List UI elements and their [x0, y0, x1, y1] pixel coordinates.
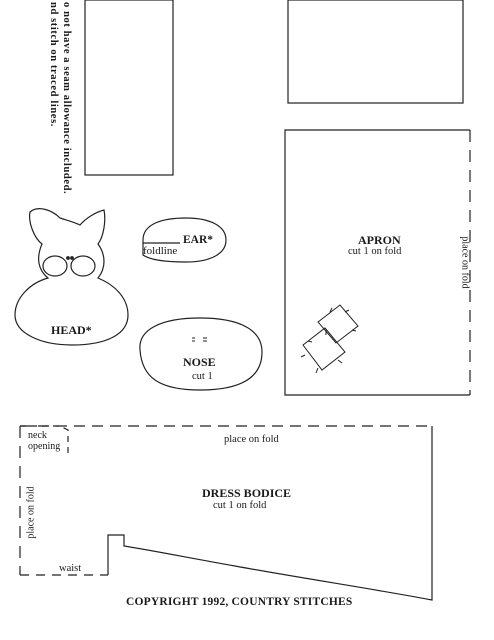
bodice-neck-label-line1: neck	[28, 430, 47, 441]
nose-nostril-marks	[192, 338, 207, 341]
nose-cut-label: cut 1	[192, 371, 213, 382]
top-right-piece-outline	[288, 0, 463, 103]
apron-cut-label: cut 1 on fold	[348, 246, 402, 257]
instructions-line-2: nd stitch on traced lines.	[48, 2, 59, 127]
apron-fold-label: place on fold	[459, 236, 471, 289]
bodice-fold-side-label: place on fold	[25, 486, 37, 539]
head-dot-left	[67, 257, 70, 260]
nose-label: NOSE	[183, 355, 216, 369]
head-label: HEAD*	[51, 323, 92, 337]
head-eye-right	[71, 256, 95, 276]
top-left-piece-outline	[85, 0, 173, 175]
apron-outline	[285, 130, 470, 395]
bodice-neck-label-line2: opening	[28, 441, 61, 452]
apron-label: APRON	[358, 233, 401, 247]
instructions-line-1: o not have a seam allowance included.	[61, 2, 72, 195]
bodice-fold-top-label: place on fold	[224, 434, 279, 445]
ear-label: EAR*	[183, 234, 214, 246]
head-eye-left	[43, 256, 67, 276]
instructions-note	[33, 2, 73, 202]
ear-foldline-label: foldline	[143, 245, 178, 257]
bodice-waist-label: waist	[59, 563, 82, 574]
bodice-outline	[108, 426, 432, 600]
head-dot-right	[71, 257, 74, 260]
bodice-neck-label	[28, 430, 60, 452]
bodice-cut-label: cut 1 on fold	[213, 500, 267, 511]
apron-patches	[301, 305, 358, 373]
copyright-notice: COPYRIGHT 1992, COUNTRY STITCHES	[126, 596, 353, 608]
bodice-label: DRESS BODICE	[202, 486, 292, 500]
